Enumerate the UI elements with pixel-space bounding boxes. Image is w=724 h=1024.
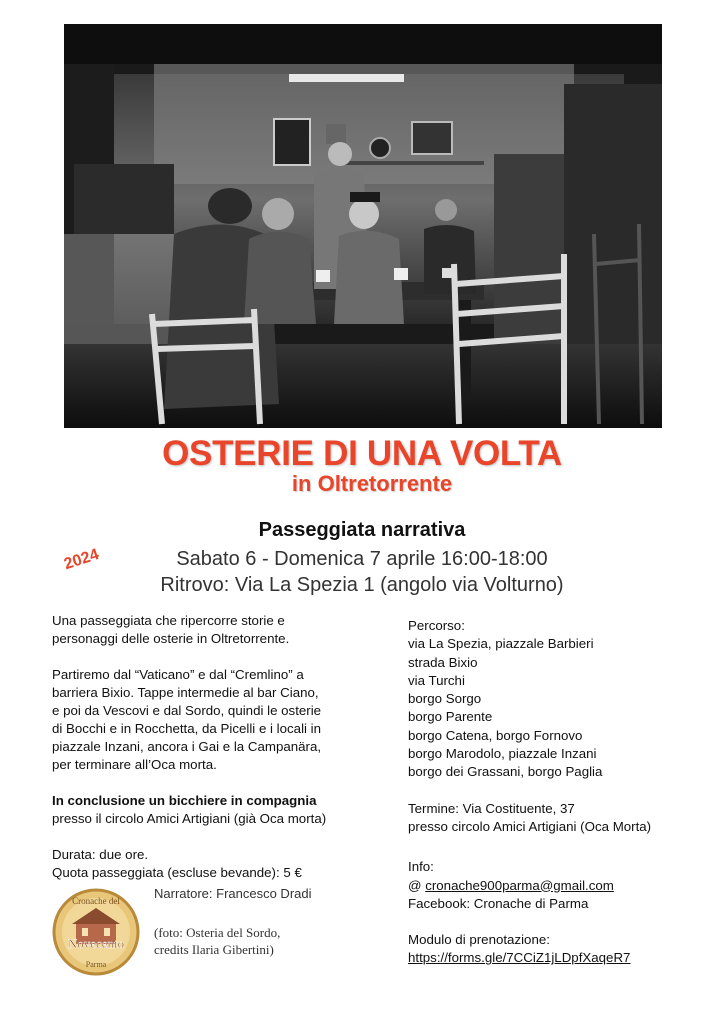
conclusion-bold: In conclusione un bicchiere in compagnia [52, 793, 317, 808]
route-stop: via Turchi [408, 672, 465, 688]
form-label: Modulo di prenotazione: [408, 932, 550, 948]
route-stop: borgo dei Grassani, borgo Paglia [408, 764, 603, 780]
itinerary-text [52, 666, 352, 774]
form-link[interactable]: https://forms.gle/7CCiZ1jLDpfXaqeR7 [408, 950, 631, 966]
route-info-column [408, 617, 708, 968]
event-dates: Sabato 6 - Domenica 7 aprile 16:00-18:00 [176, 548, 548, 570]
narrator: Narratore: Francesco Dradi [154, 886, 312, 901]
conclusion-line: presso il circolo Amici Artigiani (già Oca morta) [52, 811, 327, 826]
itinerary-line: Partiremo dal “Vaticano” e dal “Cremlino” a [52, 667, 304, 682]
email-prefix: @ [408, 877, 426, 893]
meeting-point: Ritrovo: Via La Spezia 1 (angolo via Volturno) [160, 574, 564, 596]
info-heading: Info: [408, 859, 434, 875]
route-stop: borgo Sorgo [408, 691, 482, 707]
route-stop: borgo Catena, borgo Fornovo [408, 727, 583, 743]
practical-info [52, 846, 352, 882]
intro-text: Una passeggiata che ripercorre storie e personaggi delle osterie in Oltretorrente. [52, 613, 290, 646]
route-stop: via La Spezia, piazzale Barbieri [408, 636, 594, 652]
cronache-logo [50, 888, 142, 976]
photo-credit-line: (foto: Osteria del Sordo, [154, 925, 281, 940]
facebook-line: Facebook: Cronache di Parma [408, 895, 589, 911]
route-stop: borgo Marodolo, piazzale Inzani [408, 746, 597, 762]
itinerary-line: e poi da Vescovi e dal Sordo, quindi le osterie [52, 703, 322, 718]
year-badge: 2024 [62, 546, 102, 574]
description-column [52, 612, 352, 900]
duration: Durata: due ore. [52, 847, 149, 862]
logo-main-text: Novecento [67, 936, 125, 951]
route-stop: borgo Parente [408, 709, 493, 725]
logo-top-text: Cronache del [72, 896, 120, 906]
route-stop: strada Bixio [408, 654, 478, 670]
conclusion-text [52, 792, 352, 828]
route-end-venue: presso circolo Amici Artigiani (Oca Morta) [408, 818, 652, 834]
itinerary-line: per terminare all’Oca morta. [52, 757, 217, 772]
event-title: OSTERIE DI UNA VOLTA [162, 434, 562, 473]
itinerary-line: di Bocchi e in Rocchetta, da Picelli e i locali in [52, 721, 322, 736]
logo-bottom-text: Parma [85, 960, 107, 969]
photo-credit [154, 924, 354, 958]
walk-type: Passeggiata narrativa [258, 519, 466, 541]
photo-credit-line: credits Ilaria Gibertini) [154, 942, 274, 957]
itinerary-line: piazzale Inzani, ancora i Gai e la Campanära, [52, 739, 322, 754]
price: Quota passeggiata (escluse bevande): 5 € [52, 865, 302, 880]
route-heading: Percorso: [408, 618, 465, 633]
email-line [408, 877, 708, 895]
email-link[interactable]: cronache900parma@gmail.com [425, 877, 614, 893]
tavern-photo [64, 24, 662, 428]
event-subtitle: in Oltretorrente [291, 471, 453, 496]
itinerary-line: barriera Bixio. Tappe intermedie al bar Ciano, [52, 685, 319, 700]
route-end: Termine: Via Costituente, 37 [408, 800, 575, 816]
